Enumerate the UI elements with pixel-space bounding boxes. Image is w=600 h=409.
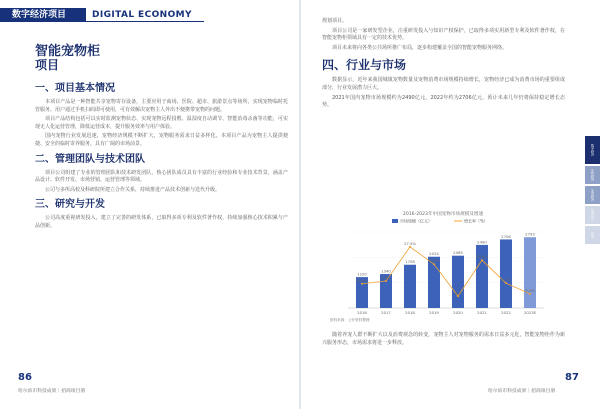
paragraph: 2021年国内宠物市场规模约为2490亿元，2022年约为2706亿元，预计未来几年仍将保持稳定增长态势。 — [322, 94, 565, 109]
paragraph: 项目公司是一家研发型企业，注重研发投入与知识产权保护，已取得多项实用新型专利及软件著作权，在智能宠物柜领域具有一定的技术优势。 — [322, 27, 565, 42]
bar-value-2018: 1708 — [405, 259, 415, 265]
rate-value-2020: 2% — [454, 290, 462, 296]
rate-value-2018: 27.5% — [403, 240, 417, 246]
rate-point-2023E — [529, 293, 531, 295]
bar-value-2021: 2490 — [477, 239, 487, 245]
side-tab-other[interactable]: 其他 — [585, 226, 600, 244]
legend-label-line: 增长率（%） — [464, 218, 488, 224]
section-team — [35, 153, 288, 195]
footer-right: 哈尔滨市科技成果｜招商项目册 — [488, 389, 556, 394]
paragraph: 项目公司组建了专业的管理团队和技术研发团队，核心团队成员具有丰富的行业经验和专业技术背景，涵盖产品设计、软件开发、市场营销、运营管理等领域。 — [35, 169, 288, 184]
rate-value-2017: 9.8% — [381, 275, 391, 281]
side-tab-digital-economy[interactable]: 数字经济 — [585, 136, 600, 164]
left-page — [0, 0, 299, 409]
side-tab-creative-design[interactable]: 创意设计 — [585, 206, 600, 224]
x-tick-2022: 2022 — [501, 310, 511, 315]
paragraph: 项目产品结构包括可以实时监测宠物状态、实现宠物远程投喂、温湿度自动调节、智能消毒杀菌等功能，可实现无人化运营管理，降低运营成本，提升服务效率与用户体验。 — [35, 116, 288, 130]
x-tick-2018: 2018 — [405, 310, 415, 315]
right-closing — [322, 332, 565, 349]
footer-left: 哈尔滨市科技成果｜招商项目册 — [18, 389, 86, 394]
paragraph: 规划项目。 — [322, 18, 348, 24]
bar-2020 — [452, 256, 464, 308]
bar-value-2017: 1340 — [381, 268, 391, 274]
market-size-chart — [330, 208, 556, 326]
bar-value-2023E: 2793 — [525, 231, 535, 237]
rate-point-2020 — [457, 295, 459, 297]
rate-point-2017 — [385, 280, 387, 282]
bar-value-2019: 2024 — [429, 251, 439, 257]
section-rnd — [35, 198, 288, 230]
rate-point-2022 — [505, 282, 507, 284]
page-subtitle: 项目 — [35, 58, 60, 72]
section-heading: 一、项目基本情况 — [35, 83, 115, 94]
bar-value-2016: 1220 — [357, 271, 367, 277]
x-tick-2021: 2021 — [477, 310, 487, 315]
section-heading-market: 四、行业与市场 — [322, 58, 407, 73]
paragraph: 国内宠物行业发展迅速，宠物经济规模不断扩大，宠物服务需求日益多样化。本项目产品为宠物主人提供便捷、安全的临时寄养服务，具有广阔的市场前景。 — [35, 133, 288, 147]
rate-value-2016: 8.4% — [357, 277, 367, 283]
chart-title: 2016-2023年中国宠物市场规模及增速 — [402, 212, 484, 217]
page-title: 智能宠物柜 — [35, 44, 101, 59]
paragraph: 公司高度重视研发投入，建立了完善的研发体系，已取得多项专利及软件著作权，持续加强核心技术积累与产品创新。 — [35, 215, 288, 229]
rate-value-2019: 18.5% — [427, 258, 441, 264]
bar-value-2022: 2706 — [501, 233, 511, 239]
x-tick-2020: 2020 — [453, 310, 463, 315]
bar-2023E — [524, 237, 536, 308]
section-basic-info — [35, 82, 288, 149]
page-number-left: 86 — [18, 372, 32, 383]
section-label-cn: 数字经济项目 — [0, 8, 86, 22]
paragraph: 随着养宠人群不断扩大以及消费观念的转变，宠物主人对宠物服务的需求日益多元化，智能宠物柜作为新兴服务形态，市场需求将进一步释放。 — [322, 332, 565, 346]
rate-value-2022: 8.7% — [501, 277, 511, 283]
rate-point-2016 — [361, 283, 363, 285]
section-header — [0, 0, 299, 24]
paragraph: 项目未来将向各类公共场所推广布局，逐步构建覆盖全国的智能宠物服务网络。 — [332, 44, 508, 51]
legend-swatch-bars — [392, 219, 398, 223]
page-number-right: 87 — [565, 372, 579, 383]
right-body — [322, 18, 565, 112]
paragraph: 数据显示，近年来我国城镇宠物数量及宠物消费市场规模持续增长，宠物经济已成为消费市场的重要组成部分，行业发展潜力巨大。 — [322, 77, 565, 91]
legend-label-bars: 市场规模（亿元） — [400, 218, 432, 224]
chart-source: 资料来源：公开资料整理 — [330, 318, 370, 322]
rate-point-2019 — [433, 263, 435, 265]
section-side-tabs — [585, 136, 600, 246]
x-tick-2019: 2019 — [429, 310, 439, 315]
paragraph: 公司与多所高校及科研院所建立合作关系，持续推进产品技术创新与迭代升级。 — [45, 186, 221, 193]
bar-2018 — [404, 265, 416, 308]
rate-value-2021: 20.6% — [475, 254, 489, 260]
left-body — [35, 82, 288, 233]
x-tick-labels — [357, 310, 536, 315]
rate-point-2021 — [481, 259, 483, 261]
chart-legend — [392, 218, 488, 224]
bar-value-2020: 2065 — [453, 250, 463, 256]
gridlines — [350, 232, 542, 283]
rate-point-2018 — [409, 246, 411, 248]
side-tab-bio-economy[interactable]: 生物经济 — [585, 166, 600, 184]
x-tick-2023E: 2023E — [523, 310, 537, 315]
x-tick-2017: 2017 — [381, 310, 391, 315]
x-tick-2016: 2016 — [357, 310, 367, 315]
section-heading: 三、研究与开发 — [35, 199, 105, 211]
rate-value-2023E: 3.2% — [525, 287, 535, 293]
section-label-en: DIGITAL ECONOMY — [86, 8, 204, 22]
paragraph: 本项目产品是一种智能共享宠物寄存设备，主要应用于商场、医院、超市、旅游景点等场所，实现宠物临时托管服务。用户通过手机扫码即可使用，可有效解决宠物主人外出不便携带宠物的问题。 — [35, 99, 288, 113]
bar-2022 — [500, 239, 512, 308]
side-tab-ice-snow-economy[interactable]: 冰雪经济 — [585, 186, 600, 204]
section-heading: 二、管理团队与技术团队 — [35, 153, 145, 165]
